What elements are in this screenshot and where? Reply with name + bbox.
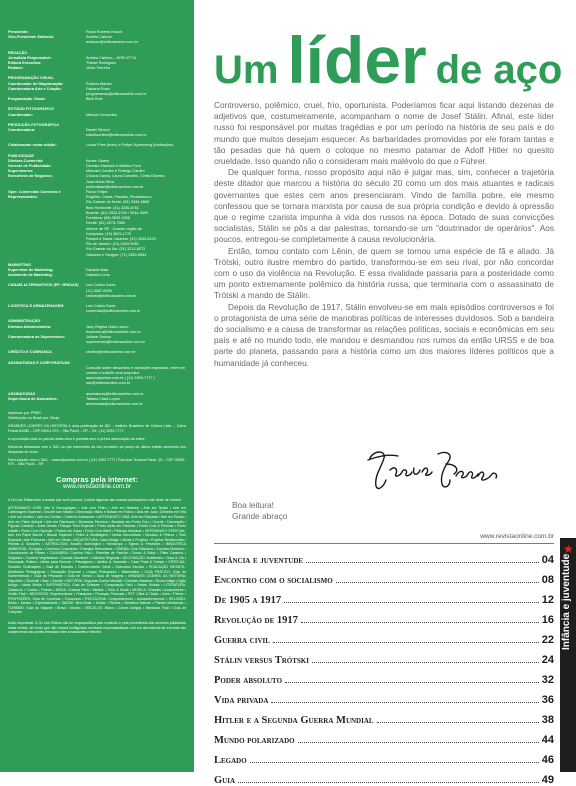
credit-label: PROGRAMAÇÃO VISUAL xyxy=(8,76,54,81)
credit-value-line: Thaíse Rodrigues xyxy=(86,61,116,66)
online-purchase-box xyxy=(8,475,186,490)
credit-value-line: Paraná e Santa Catarina: (41) 3233-8229 xyxy=(86,236,156,241)
credit-value-line: Belo Horizonte: (31) 3236-8761 xyxy=(86,205,139,210)
toc-leader-dots xyxy=(336,582,539,583)
credit-value-line: Consulte sobre descontos e condições especiais, entre em contato e solicite uma proposta: xyxy=(86,365,186,375)
toc-entry-title: De 1905 a 1917 xyxy=(214,595,282,606)
credit-row xyxy=(8,190,186,258)
toc-leader-dots xyxy=(250,762,539,763)
credit-row xyxy=(8,397,186,407)
imprint-line: Para adquirir com o SAC – www.lojaonline.com.br | (11) 3393-7777 | Rua Ana Teodora Paulo, 25 – CEP 05001-970 – São Paulo – SP. xyxy=(8,457,186,467)
credit-value-line: Rio Grande do Norte: (81) 3344-3665 xyxy=(86,200,150,205)
credit-value-line: Interior de SP - Grande região de xyxy=(86,226,143,231)
credit-value-line: Daniela Maia xyxy=(86,267,109,272)
credit-label: Coordenadora de Suprimentos: xyxy=(8,334,65,339)
toc-entry-page: 49 xyxy=(541,774,554,786)
credit-value-line: Regiões: Ceará, Paraíba, Pernambuco xyxy=(86,195,152,200)
credit-value-line: Tatiana Clara Lopes xyxy=(86,396,120,401)
credit-value xyxy=(86,304,186,314)
credit-value-line: Fortaleza: (85) 3539-1936 xyxy=(86,216,130,221)
legal-notice: Aviso Importante: A On Line Editora não se responsabiliza pelo conteúdo e pela procedência dos anúncios publicados nesta revista, de modo que não restará configurada nenhuma responsabilidade civil em decorrência de eventual não cumprimento das partes firmadas entre anunciantes e leitores. xyxy=(8,621,186,635)
credit-label: Colaboraram nesta edição: xyxy=(8,143,57,148)
credit-value-line: www.lojaonline.com.br | (11) 3393-7777 | sac@editoraonline.com.br xyxy=(86,376,155,386)
toc-entry[interactable] xyxy=(214,666,554,686)
editorial-paragraph: Depois da Revolução de 1917, Stálin envolveu-se em mais episódios controversos e foi o protagonista de uma série de manobras políticas de interesses duvidosos. Sob a bandeira do socialismo e a causa de transformar as relações políticas, sociais e econômicas em seu país e até no mundo todo, ele mandou e desmandou nos rumos da então URSS e de boa parte do planeta, passando para a história como um dos maiores líderes políticos que a humanidade já conheceu. xyxy=(214,301,554,368)
site-url[interactable]: www.revistaonline.com.br xyxy=(480,533,554,540)
credit-label: Coordenador de Diagramação: xyxy=(8,81,64,86)
catalog-block xyxy=(8,498,186,615)
credit-label: Supervisor de Marketing: xyxy=(8,267,54,272)
credit-value-line: Lucas Pires (texto) e Felipe Nyirenberg (ilustrações) xyxy=(86,143,174,148)
credit-value-line: comercial@editoraonline.com.br xyxy=(86,309,141,314)
toc-entry-page: 08 xyxy=(541,574,554,586)
credit-label: Assistente de Marketing: xyxy=(8,273,53,278)
credits-list xyxy=(8,30,186,407)
editorial-paragraph: De qualquer forma, nosso propósito aqui não é julgar mas, sim, conhecer a trajetória deste ditador que marcou a história do século 20 como um dos mais atuantes e radicais governantes que estes cem anos presenciaram. Vindo de família pobre, ele mesmo confessou que se tornara marxista por causa de sua própria condição e devido à opressão que o regime czarista impunha à vida dos russos na época. Dotado de suas convicções socialistas, Stálin se pôs a dar palestras, tornando-se um "doutrinador de operários". Aos poucos, entregou-se completamente à causa revolucionária. xyxy=(214,167,554,245)
credit-label: ADMINISTRAÇÃO xyxy=(8,319,41,324)
credit-row xyxy=(8,366,186,387)
star-icon: ★ xyxy=(563,542,574,556)
credit-value-line: Recife: (81) 3278-7580 xyxy=(86,221,125,226)
credit-value-line: Rio Grande do Sul: (51) 3212-8072 xyxy=(86,247,146,252)
editorial-body xyxy=(214,100,554,369)
credit-value-line: programacao@editoraonline.com.br xyxy=(86,92,147,97)
credit-label: Diretora Comercial: xyxy=(8,158,44,163)
credit-value-line: Jany Regina Gallo Lanco xyxy=(86,324,129,329)
toc-entry-page: 04 xyxy=(541,554,554,566)
credit-value-line: Dionisio Mastrolo e Bettina Fonti xyxy=(86,164,141,169)
credit-label: Jornalista Responsável: xyxy=(8,55,52,60)
section-tab xyxy=(560,538,576,772)
toc-entry-title: Hitler e a Segunda Guerra Mundial xyxy=(214,715,374,726)
credit-value-line: Andrea Calmon xyxy=(86,35,113,40)
editor-signature xyxy=(364,446,504,496)
credit-row xyxy=(8,66,186,71)
credit-value-line: vendas@editoraonline.com.br xyxy=(86,293,137,298)
credit-value xyxy=(86,97,186,102)
toc-leader-dots xyxy=(298,742,539,743)
toc-leader-dots xyxy=(377,722,539,723)
toc-leader-dots xyxy=(284,602,539,603)
credit-value-line: Rio de Janeiro: (21) 2484-9080 xyxy=(86,242,139,247)
editorial-paragraph: Controverso, polêmico, cruel, frio, oportunista. Poderíamos ficar aqui listando dezenas de adjetivos que, costumeiramente, acompanham o nome de Josef Stálin. Afinal, este líder russo foi responsável por muitas tragédias e por um período na história de seu país e do mundo que muitos desejam esquecer. As barbaridades promovidas por ele foram tantas e tão pesadas que há quem o coloque no mesmo patamar de Adolf Hitler no quesito crueldade. Isso quando não o consideram mais malévolo do que o Führer. xyxy=(214,100,554,167)
credit-label: LOGÍSTICA E ARMAZENAGEM xyxy=(8,303,64,308)
credit-value-line: suprimentos@editoraonline.com.br xyxy=(86,340,145,345)
credit-label: Oper. Comerciais Comercio e Representantes: xyxy=(8,190,61,200)
credit-value-line: Flavio Felipe xyxy=(86,190,108,195)
credit-value-line: assinaturas@editoraonline.com.br xyxy=(86,391,144,396)
credit-value-line: Cinoca Garcia, Laura Carvalho, Cintia Oliveira, xyxy=(86,174,165,179)
toc-entry-page: 12 xyxy=(541,594,554,606)
credit-label: Editora Executiva: xyxy=(8,61,42,66)
credit-row xyxy=(8,35,186,45)
imprint-line: Distribuição no Brasil por: Dinap xyxy=(8,416,60,421)
credit-value-line: televendas@editoraonline.com.br xyxy=(86,401,143,406)
credit-label: Supervisora de Assinantes: xyxy=(8,396,58,401)
toc-entry-page: 38 xyxy=(541,714,554,726)
credit-value-line: credito@editoraonline.com.br xyxy=(86,350,136,355)
credit-value-line: Victor Ferreira xyxy=(86,66,110,71)
credit-value-line: Salvador e Sergipe: (71) 3359-8984 xyxy=(86,252,147,257)
online-purchase-url[interactable]: www.revistaonline.com.br xyxy=(62,484,132,491)
toc-entry-page: 24 xyxy=(541,654,554,666)
imprint-line: Impresso por: PRBS xyxy=(8,411,41,416)
credit-value-line: Luiz Carlos Sarra xyxy=(86,303,116,308)
signoff-line: Boa leitura! xyxy=(232,500,274,510)
credit-label: Coordenadora Arte e Criação: xyxy=(8,86,62,91)
credit-label: PRODUÇÃO FOTOGRÁFICA xyxy=(8,122,59,127)
imprint-line: GRANDES LÍDERES DA HISTÓRIA é uma publicação da IBC - Instituto Brasileiro de Cultura Ltda. – Caixa Postal 61085 – CEP 05001-970 – São Paulo – SP – Tel.: (11) 3393-7777. xyxy=(8,424,186,433)
toc-leader-dots xyxy=(238,782,539,783)
imprint-line: Números Atrasados com o SAC ou por intermédio do seu jornaleiro ao preço da última edição acrescido dos despesas de envio. xyxy=(8,444,186,454)
credit-label: Redator: xyxy=(8,66,24,71)
credit-label: Executivos de Negócios: xyxy=(8,174,53,179)
credit-value xyxy=(86,113,186,118)
toc-leader-dots xyxy=(312,662,539,663)
credit-row xyxy=(8,273,186,278)
toc-leader-dots xyxy=(306,562,539,563)
toc-entry[interactable] xyxy=(214,606,554,626)
toc-entry-title: Infância e juventude xyxy=(214,555,304,566)
credit-value-line: Joao Mario Silva xyxy=(86,179,115,184)
credit-value-line: Campinas: (19) 3829-1770 xyxy=(86,231,132,236)
credit-value xyxy=(86,128,186,138)
catalog-intro: A On Line Editora tem a revista que você procura. Confira algumas das nossas publicações e não deixe de conferir. xyxy=(8,498,182,503)
toc-entry-title: Guia xyxy=(214,775,236,786)
credit-row xyxy=(8,143,186,148)
credit-value-line: Beth Rele xyxy=(86,97,103,102)
credit-label: Programação Visual: xyxy=(8,97,46,102)
credit-value-line: Brasília: (61) 3342-3749 / 3244-4599 xyxy=(86,210,149,215)
credit-row xyxy=(8,325,186,335)
credit-row xyxy=(8,304,186,314)
editorial-paragraph: Então, tomou contato com Lênin, de quem se tornou uma espécie de fã e aliado. Já Trótski, outro ilustre membro do partido, transformou-se em seu rival, por não concordar com o uso da violência na Revolução. E essa rivalidade passaria para a posteridade como um ponto extremamente polêmico da história russa, que terminaria com o assassinato de Trótski a mando de Stálin. xyxy=(214,245,554,301)
credit-label: Coordenadora: xyxy=(8,128,36,133)
credit-value-line: publicidade@editoraonline.com.br xyxy=(86,184,144,189)
toc-entry[interactable] xyxy=(214,566,554,586)
credit-value-line: Paulo Roberto Houch xyxy=(86,30,123,34)
toc-entry-title: Poder absoluto xyxy=(214,675,283,686)
toc-entry[interactable] xyxy=(214,766,554,786)
credit-value-line: financeiro@editoraonline.com.br xyxy=(86,329,141,334)
credit-value-line: Aimee Gaden xyxy=(86,158,110,163)
catalog-text: ARTESANATO LEIRI: Arte & Decoupagem • Arte com Feltro • Arte em Madeira • Arte em Tecido • Arte em Cartonagem Especial • Crochê com Miçalo • Decoração: Mãos e Bolsas em Fuxico • Atos em Juta • Chinelos em Tela • Arte em Acrilico • Arte em Gomas • Caderno Artesanato • ARTESANATO LIMA: Arte em Fantasia • Arte em Pizzas • Arte em Patch Apliqué • Arte em Patchwork • Bordados Técnicos • Bordado em Ponto Cruz • Crochê • Decoração • Figuras Caseiras • Artes Gerais • Parque Tricô Especial • Ponto Atrás em Fantasia • Ponto Cruz & Pinturas • Ponto Infantil • Ponto Cruz Especial • Pontos em Gotas • Ponto Cruz Bebê • Pinturas Artísticas • ARTESANATO ESPECIAL: Arte em Papel Maché • Biscuit Especial • Feltro & Modelagem • Ideias Decorativas • Mosaico & Pintura • Tricô Especial • Arte Francesa • Arte em Vitrais • ARQUITETURA: Casa Design • Ideias & Projetos • Projetos Residenciais • Plantas & Soluções • ASTROLOGIA: Anuário Astrológico • Horóscopo • Signos & Previsões • BIBLIOTECA AMBIENTAL: Ecologia • Consumo Consciente • Energias Renováveis • CINEMA: Cine Clássicos • Grandes Diretores • Colecionador de Filmes • CULINÁRIA: Cozinha Fácil • Receitas de Família • Doces & Bolos • Pães Caseiros • Salgados • Cozinha Vegetariana • Comida Saudável • Culinária Regional • DECORAÇÃO: Ambientes • Casa & Cia • Decoração Prática • Ideias para Decorar • Paisagismo • Jardins & Varandas • Casa Praia & Campo • ESPECIAL: Grandes Civilizações • Guia de Estudos • Conhecimento Geral • Dicionário Escolar • EDUCAÇÃO INFANTIL: Atividades Pedagógicas • Educação Especial • Língua Portuguesa • Matemática • GUIA PRÁTICO: Guia de Sobrevivência • Guia do Pescador • Guia de Vinhos • Guia de Viagens • GRANDES LÍDERES DA HISTÓRIA: Napoleão • Churchill • Mao • Gandhi • HISTÓRIA: Segunda Guerra Mundial • Grandes Batalhas • Roma Antiga • Egito Antigo • Idade Média • INFORMÁTICA: Guia de Software • Computação Fácil • Redes Sociais • LITERATURA: Clássicos • Contos • Poesia • MODA: Costura Fácil • Moldes • Tricô & Moda • MÚSICA: Grandes Compositores • Violão Fácil • NEGÓCIOS: Empreendedor • Franquias • Finanças Pessoais • PET: Cães & Gatos • Aves • Peixes • PROFISSÕES: Guia de Carreiras • Concursos • PSICOLOGIA: Comportamento • Autoconhecimento • RELIGIÃO: Bíblia • Santos • Espiritualidade • SAÚDE: Bem-Estar • Dietas • Fitness • Medicina Natural • Plantas Medicinais • TURISMO: Guia do Viajante • Brasil • Mundo • VEÍCULOS: Motos • Carros Antigos • Mecânica Fácil • Guia de Compras xyxy=(8,505,186,615)
credit-value-line: Manuel Cervantes xyxy=(86,112,117,117)
editorial-headline xyxy=(214,23,563,108)
credit-label: MARKETING xyxy=(8,262,31,267)
credit-label: Gerente de Publicidade: xyxy=(8,164,52,169)
credit-label: CANAIS ALTERNATIVOS (EP. VENDAS) xyxy=(8,283,79,288)
credit-value xyxy=(86,66,186,71)
credit-row xyxy=(8,350,186,355)
toc-entry[interactable] xyxy=(214,626,554,646)
credit-value xyxy=(86,350,186,355)
credit-row xyxy=(8,87,186,97)
headline-word: líder xyxy=(287,23,427,97)
credit-label: Presidente: xyxy=(8,30,29,34)
credit-label: CRÉDITO E COBRANÇA xyxy=(8,350,52,355)
credit-value-line: Juliane Santos xyxy=(86,334,111,339)
credit-label: ASSINATURAS xyxy=(8,391,36,396)
imprint-line: A reprodução total ou parcial desta obra é proibida sem a prévia autorização do editor. xyxy=(8,436,146,441)
credit-value-line: (11) 3687-0099 xyxy=(86,288,112,293)
credit-value xyxy=(86,35,186,45)
toc-entry[interactable] xyxy=(214,726,554,746)
signoff-line: Grande abraço xyxy=(232,511,288,522)
credit-value-line: Mariosm Cardim e Rodrigo Cardim xyxy=(86,169,145,174)
credit-label: ESTÚDIO FOTOGRÁFICO xyxy=(8,107,54,112)
masthead-sidebar xyxy=(0,0,194,772)
toc-entry-title: Revolução de 1917 xyxy=(214,615,298,626)
credit-value xyxy=(86,87,186,97)
imprint-text xyxy=(8,411,186,467)
toc-leader-dots xyxy=(285,682,539,683)
credit-value-line: estudioonline@editoraonline.com.br xyxy=(86,133,147,138)
credit-label xyxy=(8,366,86,387)
toc-entry-page: 46 xyxy=(541,754,554,766)
section-tab-label: Infância e juventude xyxy=(561,553,572,650)
toc-entry-page: 22 xyxy=(541,634,554,646)
credit-label: Diretora Administrativa: xyxy=(8,324,52,329)
toc-entry-title: Encontro com o socialismo xyxy=(214,575,333,586)
credit-value-line: Fabiana Rosa xyxy=(86,86,110,91)
credit-value xyxy=(86,273,186,278)
credit-label: Supervisores: xyxy=(8,169,34,174)
toc-entry-title: Legado xyxy=(214,755,247,766)
toc-divider xyxy=(214,543,554,544)
toc-entry[interactable] xyxy=(214,646,554,666)
credit-label: REDAÇÃO xyxy=(8,50,28,55)
toc-entry-title: Vida privada xyxy=(214,695,269,706)
toc-entry[interactable] xyxy=(214,706,554,726)
credit-value-line: redacao@editoraonline.com.br xyxy=(86,40,138,45)
credit-label: Vice-Presidente Editorial: xyxy=(8,35,54,40)
credit-row xyxy=(8,283,186,299)
toc-leader-dots xyxy=(273,642,539,643)
credit-row xyxy=(8,113,186,118)
credit-value xyxy=(86,325,186,335)
headline-suffix: de aço xyxy=(435,48,563,92)
signoff xyxy=(232,500,287,522)
credit-value-line: Andrea Calmon – MTB 47714 xyxy=(86,55,137,60)
credit-value xyxy=(86,283,186,299)
toc-entry-page: 16 xyxy=(541,614,554,626)
toc-entry-page: 44 xyxy=(541,734,554,746)
credit-value xyxy=(86,366,186,387)
credit-value-line: Luiz Carlos Sarra xyxy=(86,283,116,288)
toc-entry[interactable] xyxy=(214,586,554,606)
credit-label: Coordenador: xyxy=(8,112,34,117)
toc-leader-dots xyxy=(271,702,538,703)
toc-entry[interactable] xyxy=(214,546,554,566)
credit-value xyxy=(86,143,186,148)
toc-entry-title: Stálin versus Trótski xyxy=(214,655,309,666)
toc-entry-title: Mundo polarizado xyxy=(214,735,295,746)
credit-value-line: Gabriela Lima xyxy=(86,273,110,278)
table-of-contents xyxy=(214,546,554,786)
toc-entry[interactable] xyxy=(214,746,554,766)
credit-row xyxy=(8,97,186,102)
credit-label: PUBLICIDADE xyxy=(8,153,34,158)
headline-prefix: Um xyxy=(214,48,279,92)
toc-entry-page: 32 xyxy=(541,674,554,686)
credit-row xyxy=(8,335,186,345)
credit-value xyxy=(86,335,186,345)
credit-value-line: Daniel Simoni xyxy=(86,128,110,133)
toc-entry-page: 36 xyxy=(541,694,554,706)
credit-value xyxy=(86,397,186,407)
credit-value xyxy=(86,190,186,258)
credit-value-line: Rubens Martim xyxy=(86,81,112,86)
credit-label: ASSINATURAS E CORPORATIVAS xyxy=(8,360,70,365)
credit-row xyxy=(8,174,186,190)
toc-leader-dots xyxy=(301,622,539,623)
credit-row xyxy=(8,128,186,138)
toc-entry-title: Guerra civil xyxy=(214,635,270,646)
online-purchase-title: Compras pela internet: xyxy=(56,475,138,485)
credit-value xyxy=(86,174,186,190)
toc-entry[interactable] xyxy=(214,686,554,706)
